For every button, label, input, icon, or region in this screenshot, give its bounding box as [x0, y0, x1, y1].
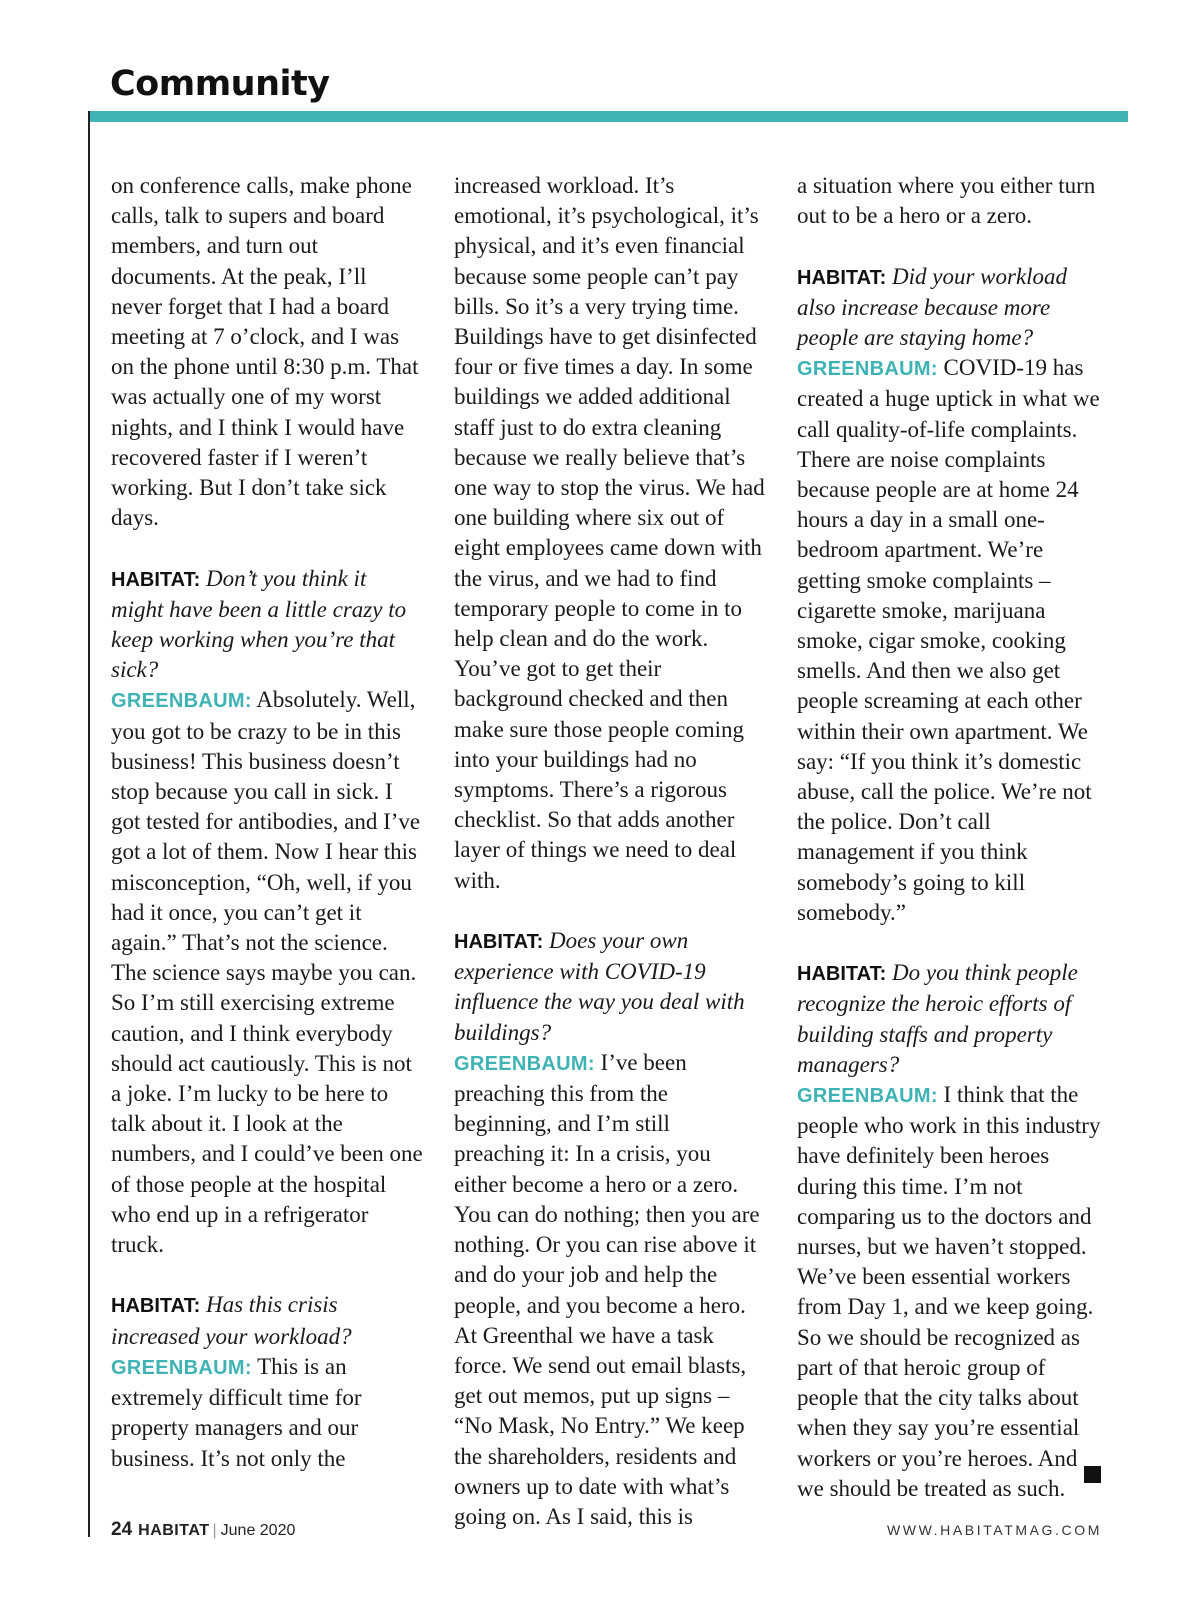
- answer-text: Absolutely. Well, you got to be crazy to be in this business! This business doesn’t stop because you call in sick. I got tested for antibodies, and I’ve got a lot of them. Now I hear this misconception, “Oh, well, if you had it once, you can’t get it again.” That’s not the science. The science says maybe you can. So I’m still exercising extreme caution, and I think everybody should act cautiously. This is not a joke. I’m lucky to be here to talk about it. I look at the numbers, and I could’ve been one of those people at the hospital who end up in a refrigerator truck.: [111, 687, 423, 1258]
- answer-text: This is an extremely difficult time for property managers and our business. It’s not only the: [111, 1353, 362, 1471]
- interviewee-label: GREENBAUM:: [454, 1052, 595, 1075]
- interviewer-label: HABITAT:: [111, 568, 201, 591]
- paragraph: a situation where you either turn out to be a hero or a zero.: [797, 173, 1096, 229]
- interviewer-label: HABITAT:: [797, 963, 887, 986]
- question-text: Did your workload also increase because more people are staying home?: [797, 263, 1068, 350]
- question-paragraph: [111, 564, 423, 686]
- question-text: Do you think people recognize the heroic efforts of building staffs and property managers?: [797, 960, 1078, 1077]
- paragraph: increased workload. It’s emotional, it’s psychological, it’s physical, and it’s even financial because some people can’t pay bills. So it’s a very trying time. Buildings have to get disinfected four or five times a day. In some buildings we added additional staff just to do extra cleaning because we really believe that’s one way to stop the virus. We had one building where six out of eight employees came down with the virus, and we had to find temporary people to come in to help clean and do the work. You’ve got to get their background checked and then make sure those people coming into your buildings had no symptoms. There’s a rigorous checklist. So that adds another layer of things we need to deal with.: [454, 173, 765, 893]
- question-text: Don’t you think it might have been a little crazy to keep working when you’re that sick?: [111, 565, 407, 683]
- answer-paragraph: [111, 1352, 423, 1474]
- answer-text: COVID-19 has created a huge uptick in what we call quality-of-life complaints. There are noise complaints because people are at home 24 hours a day in a small one-bedroom apartment. We’re getting smoke complaints – cigarette smoke, marijuana smoke, cigar smoke, cooking smells. And then we also get people screaming at each other within their own apartment. We say: “If you think it’s domestic abuse, call the police. We’re not the police. Don’t call management if you think somebody’s going to kill somebody.”: [797, 355, 1100, 925]
- section-title: Community: [110, 64, 330, 104]
- answer-paragraph: [454, 1048, 766, 1532]
- folio-divider: |: [212, 1522, 217, 1539]
- article-column-1: [111, 171, 423, 1474]
- left-margin-rule: [88, 111, 90, 1537]
- answer-paragraph: [797, 1080, 1109, 1504]
- question-text: Has this crisis increased your workload?: [111, 1292, 352, 1349]
- answer-text: I’ve been preaching this from the beginning, and I’m still preaching it: In a crisis, you either become a hero or a zero. You can do nothing; then you are nothing. Or you can rise above it and do your job and help the people, and you become a hero. At Greenthal we have a task force. We send out email blasts, get out memos, put up signs – “No Mask, No Entry.” We keep the shareholders, residents and owners up to date with what’s going on. As I said, this is: [454, 1049, 760, 1529]
- interviewee-label: GREENBAUM:: [797, 358, 938, 381]
- interviewee-label: GREENBAUM:: [111, 690, 252, 713]
- section-header: [0, 0, 1200, 130]
- answer-paragraph: [797, 353, 1109, 928]
- interviewer-label: HABITAT:: [111, 1295, 201, 1318]
- answer-paragraph: [111, 685, 423, 1260]
- question-paragraph: [454, 926, 766, 1048]
- magazine-name: HABITAT: [138, 1522, 210, 1539]
- footer-folio: [111, 1519, 295, 1541]
- answer-text: I think that the people who work in this industry have definitely been heroes during this time. I’m not comparing us to the doctors and nurses, but we haven’t stopped. We’ve been essential workers from Day 1, and we keep going. So we should be recognized as part of that heroic group of people that the city talks about when they say you’re essential workers or you’re heroes. And we should be treated as such.: [797, 1082, 1101, 1501]
- question-text: Does your own experience with COVID-19 influence the way you deal with buildings?: [454, 928, 745, 1045]
- article-column-2: [454, 171, 766, 1532]
- interviewee-label: GREENBAUM:: [111, 1356, 252, 1379]
- question-paragraph: [111, 1290, 423, 1351]
- website-url: WWW.HABITATMAG.COM: [886, 1522, 1102, 1538]
- issue-date: June 2020: [220, 1522, 296, 1539]
- interviewer-label: HABITAT:: [454, 931, 544, 954]
- question-paragraph: [797, 958, 1109, 1080]
- header-rule: [88, 111, 1128, 122]
- interviewee-label: GREENBAUM:: [797, 1085, 938, 1108]
- end-of-article-square-icon: [1084, 1466, 1101, 1483]
- interviewer-label: HABITAT:: [797, 266, 887, 289]
- paragraph: on conference calls, make phone calls, talk to supers and board members, and turn out documents. At the peak, I’ll never forget that I had a board meeting at 7 o’clock, and I was on the phone until 8:30 p.m. That was actually one of my worst nights, and I think I would have recovered faster if I weren’t working. But I don’t take sick days.: [111, 173, 419, 531]
- article-column-3: [797, 171, 1109, 1504]
- page-number: 24: [111, 1519, 133, 1540]
- question-paragraph: [797, 262, 1109, 354]
